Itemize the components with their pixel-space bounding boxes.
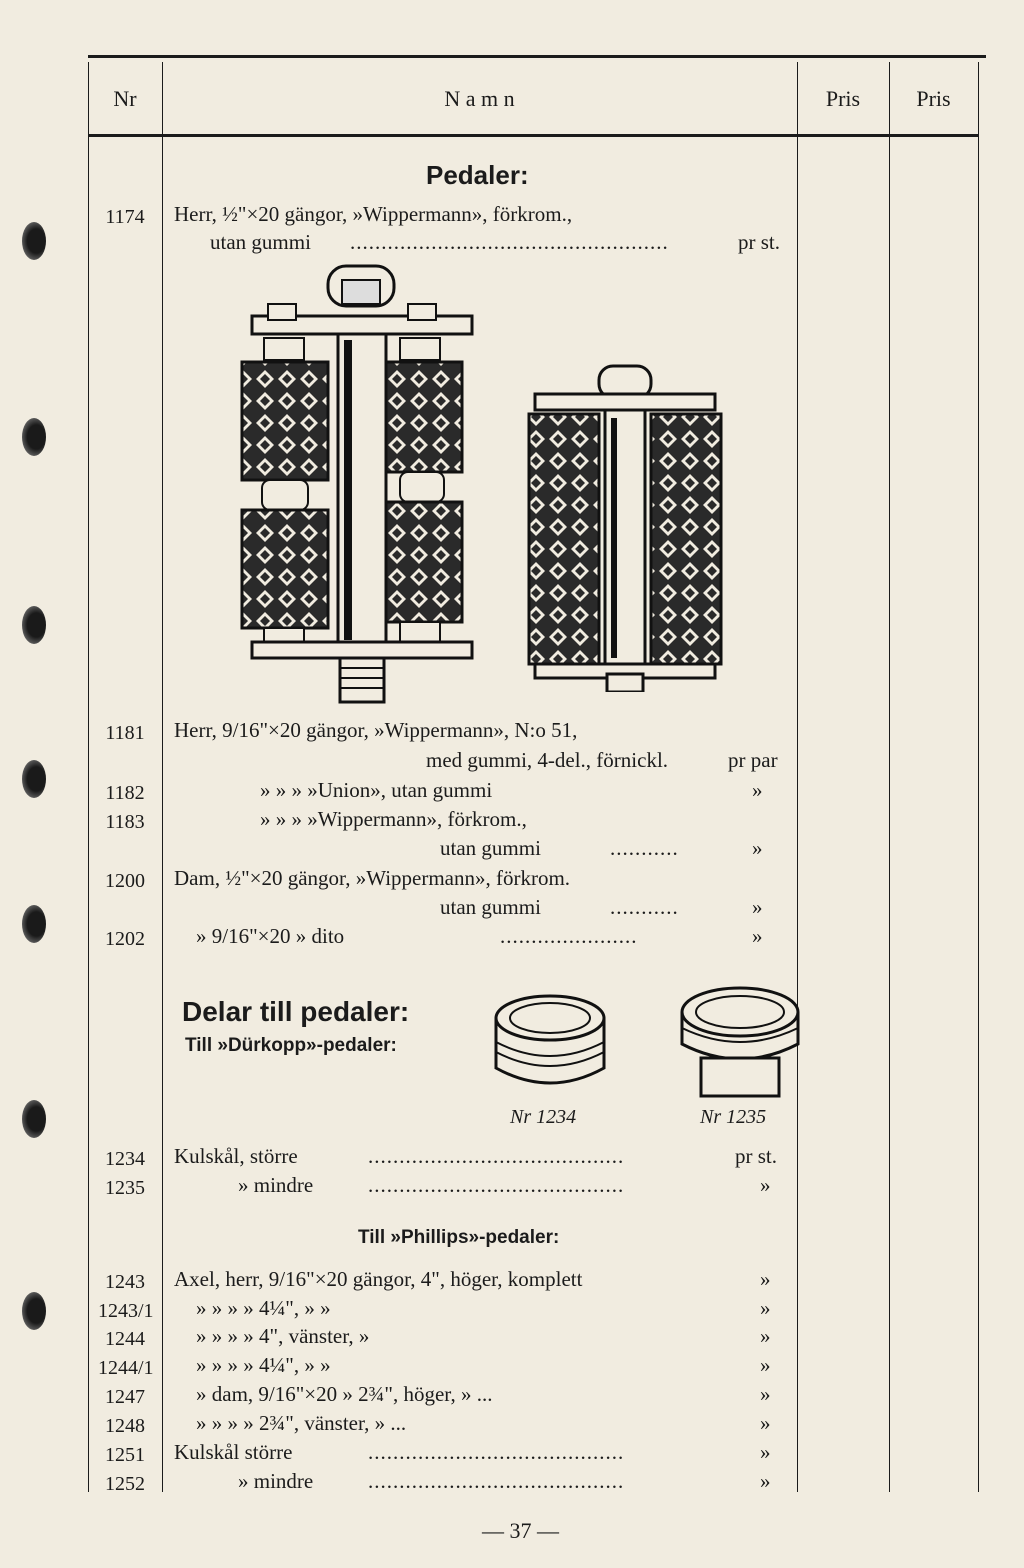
binder-hole	[22, 606, 46, 644]
article-nr: 1243	[105, 1271, 145, 1293]
article-text: » » » » 4", vänster, »	[196, 1324, 370, 1348]
unit: »	[760, 1353, 771, 1377]
article-text: » mindre	[238, 1173, 314, 1197]
header-pris: Pris	[916, 86, 951, 111]
article-text: Kulskål, större	[174, 1144, 298, 1168]
article-nr: 1252	[105, 1473, 145, 1495]
unit: »	[752, 836, 763, 860]
column-divider	[797, 62, 798, 1492]
article-nr: 1200	[105, 870, 145, 892]
article-nr: 1244	[105, 1328, 145, 1350]
unit: »	[760, 1173, 771, 1197]
figure-caption: Nr 1234	[510, 1106, 577, 1128]
article-text: utan gummi	[440, 895, 541, 919]
header-rule	[88, 134, 978, 137]
article-text: Herr, ½"×20 gängor, »Wippermann», förkrom.,	[174, 202, 573, 226]
header-nr: Nr	[113, 86, 137, 111]
leader-dots: .........................................	[368, 1144, 625, 1168]
header-namn: N a m n	[444, 86, 515, 111]
ball-cup-illustration	[490, 990, 610, 1100]
article-nr: 1251	[105, 1444, 145, 1466]
article-text: » mindre	[238, 1469, 314, 1493]
ball-cup-illustration	[675, 982, 805, 1102]
article-text: med gummi, 4-del., förnickl.	[426, 748, 669, 772]
unit: »	[752, 895, 763, 919]
article-text: Kulskål större	[174, 1440, 293, 1464]
article-nr: 1181	[105, 722, 145, 744]
article-nr: 1248	[105, 1415, 145, 1437]
article-nr: 1183	[105, 811, 145, 833]
unit: »	[752, 778, 763, 802]
section-subtitle: Till »Dürkopp»-pedaler:	[185, 1035, 397, 1056]
leader-dots: ...................................................	[350, 230, 669, 254]
unit: pr st.	[738, 230, 780, 254]
unit: »	[760, 1440, 771, 1464]
unit: »	[760, 1324, 771, 1348]
article-nr: 1234	[105, 1148, 145, 1170]
column-divider	[88, 62, 89, 1492]
article-text: Herr, 9/16"×20 gängor, »Wippermann», N:o 51,	[174, 718, 578, 742]
leader-dots: ...........	[610, 836, 679, 860]
leader-dots: .........................................	[368, 1173, 625, 1197]
page-number: — 37 —	[482, 1518, 559, 1543]
unit: pr par	[728, 748, 778, 772]
figure-caption: Nr 1235	[700, 1106, 767, 1128]
article-text: utan gummi	[440, 836, 541, 860]
article-text: » 9/16"×20 » dito	[196, 924, 345, 948]
pedal-illustration-small	[525, 362, 725, 692]
binder-hole	[22, 760, 46, 798]
section-title: Pedaler:	[426, 160, 529, 190]
binder-hole	[22, 222, 46, 260]
column-divider	[978, 62, 979, 1492]
section-title: Delar till pedaler:	[182, 996, 410, 1027]
article-nr: 1247	[105, 1386, 145, 1408]
article-nr: 1182	[105, 782, 145, 804]
article-nr: 1202	[105, 928, 145, 950]
article-text: » » » » 4¼", » »	[196, 1353, 331, 1377]
binder-hole	[22, 1100, 46, 1138]
article-text: Axel, herr, 9/16"×20 gängor, 4", höger, komplett	[174, 1267, 583, 1291]
article-nr: 1244/1	[98, 1357, 154, 1379]
leader-dots: .........................................	[368, 1440, 625, 1464]
article-nr: 1243/1	[98, 1300, 154, 1322]
unit: »	[760, 1411, 771, 1435]
article-text: Dam, ½"×20 gängor, »Wippermann», förkrom.	[174, 866, 571, 890]
column-divider	[162, 62, 163, 1492]
article-text: » dam, 9/16"×20 » 2¾", höger, » ...	[196, 1382, 493, 1406]
article-nr: 1174	[105, 206, 145, 228]
leader-dots: .........................................	[368, 1469, 625, 1493]
header-pris: Pris	[825, 86, 861, 111]
article-nr: 1235	[105, 1177, 145, 1199]
article-text: » » » »Union», utan gummi	[260, 778, 493, 802]
article-text: » » » »Wippermann», förkrom.,	[260, 807, 527, 831]
section-subtitle: Till »Phillips»-pedaler:	[358, 1227, 560, 1248]
article-text: » » » » 2¾", vänster, » ...	[196, 1411, 407, 1435]
binder-hole	[22, 905, 46, 943]
leader-dots: ...........	[610, 895, 679, 919]
column-divider	[889, 62, 890, 1492]
leader-dots: ......................	[500, 924, 638, 948]
unit: »	[760, 1296, 771, 1320]
article-text: » » » » 4¼", » »	[196, 1296, 331, 1320]
unit: pr st.	[735, 1144, 777, 1168]
binder-hole	[22, 1292, 46, 1330]
article-text: utan gummi	[210, 230, 311, 254]
unit: »	[760, 1382, 771, 1406]
unit: »	[760, 1267, 771, 1291]
unit: »	[752, 924, 763, 948]
unit: »	[760, 1469, 771, 1493]
binder-hole	[22, 418, 46, 456]
pedal-illustration-large	[232, 258, 492, 708]
top-rule	[88, 55, 986, 58]
